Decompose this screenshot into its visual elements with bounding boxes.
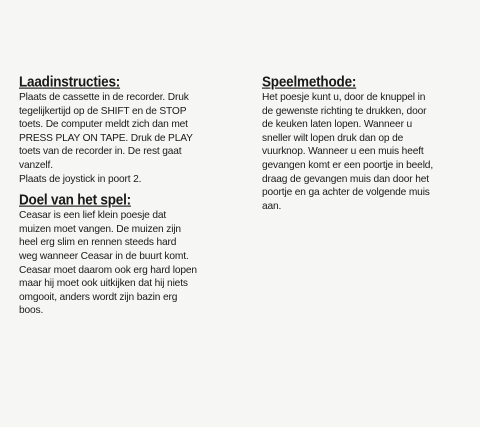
right-column (262, 73, 467, 213)
loading-instructions-heading: Laadinstructies: (19, 73, 121, 90)
game-goal-heading: Doel van het spel: (19, 191, 131, 208)
left-column (19, 73, 234, 318)
game-goal-text: Ceasar is een lief klein poesje dat muizen moet vangen. De muizen zijn heel erg slim en rennen steeds hard weg wanneer Ceasar in de buurt komt. Ceasar moet daarom ook erg hard lopen maar hij moet ook uitkijken dat hij niets omgooit, anders wordt zijn bazin erg boos. (19, 210, 197, 317)
play-method-text: Het poesje kunt u, door de knuppel in de gewenste richting te drukken, door de keuken laten lopen. Wanneer u sneller wilt lopen druk dan op de vuurknop. Wanneer u een muis heeft gevangen komt er een poortje in beeld, draag de gevangen muis dan door het poortje en ga achter de volgende muis aan. (262, 92, 434, 212)
loading-instructions-text: Plaats de cassette in de recorder. Druk tegelijkertijd op de SHIFT en de STOP toets. De computer meldt zich dan met PRESS PLAY ON TAPE. Druk de PLAY toets van de recorder in. De rest gaat vanzelf. Plaats de joystick in poort 2. (19, 92, 193, 185)
play-method-heading: Speelmethode: (262, 73, 357, 90)
